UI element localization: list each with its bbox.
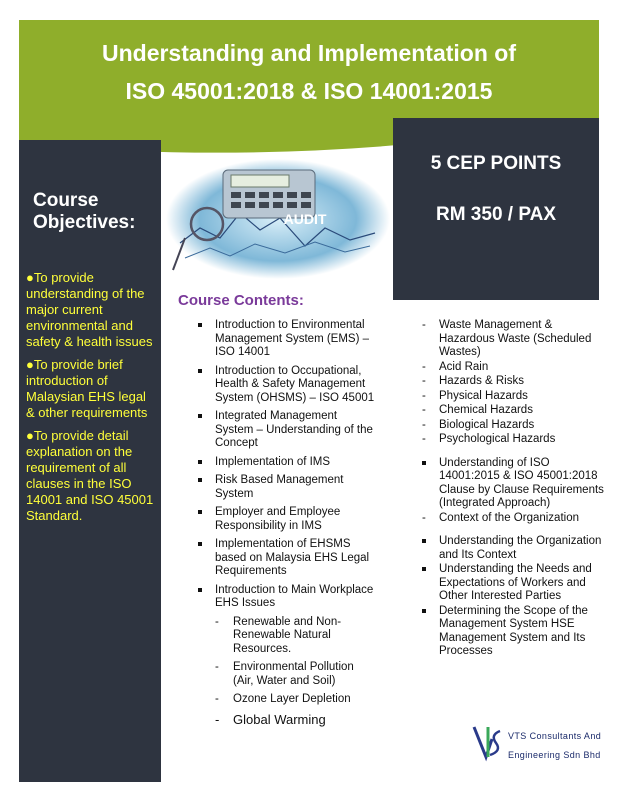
content-item: Understanding the Organization and Its Context bbox=[420, 535, 604, 562]
title-line-2: ISO 45001:2018 & ISO 14001:2015 bbox=[125, 78, 493, 104]
price: RM 350 / PAX bbox=[435, 204, 557, 225]
objectives-heading bbox=[33, 190, 135, 234]
content-subitem: - Chemical Hazards bbox=[420, 404, 604, 418]
objective-item: ●To provide detail explanation on the requirement of all clauses in the ISO 14001 and ISO 45001 Standard. bbox=[26, 428, 154, 523]
content-subitem: - Hazards & Risks bbox=[420, 375, 604, 389]
calculator-chart-photo bbox=[165, 158, 391, 280]
content-subitem: - Physical Hazards bbox=[420, 390, 604, 404]
content-item: Employer and Employee Responsibility in IMS bbox=[196, 506, 376, 533]
objectives-list bbox=[26, 270, 154, 531]
content-subitem: - Global Warming bbox=[196, 712, 376, 727]
content-item: Implementation of EHSMS based on Malaysia EHS Legal Requirements bbox=[196, 538, 376, 579]
title-line-1: Understanding and Implementation of bbox=[101, 40, 516, 66]
page-title bbox=[19, 34, 599, 110]
content-item: Implementation of IMS bbox=[196, 456, 376, 470]
content-item: Determining the Scope of the Management System HSE Management System and Its Processes bbox=[420, 605, 604, 659]
content-item: Understanding the Needs and Expectations of Workers and Other Interested Parties bbox=[420, 563, 604, 604]
content-subitem: - Renewable and Non-Renewable Natural Resources. bbox=[196, 616, 376, 657]
vts-logo-icon bbox=[472, 723, 502, 763]
company-name bbox=[508, 727, 601, 765]
objectives-heading-line-1: Course bbox=[33, 190, 99, 211]
content-subitem: - Acid Rain bbox=[420, 361, 604, 375]
company-name-line-2: Engineering Sdn Bhd bbox=[508, 750, 601, 760]
content-subitem: - Environmental Pollution (Air, Water and Soil) bbox=[196, 661, 376, 688]
content-subitem: - Context of the Organization bbox=[420, 512, 604, 526]
objective-item: ●To provide understanding of the major current environmental and safety & health issues bbox=[26, 270, 153, 349]
cep-points: 5 CEP POINTS bbox=[430, 153, 562, 174]
objective-item: ●To provide brief introduction of Malaysian EHS legal & other requirements bbox=[26, 357, 148, 420]
contents-column-2 bbox=[420, 319, 604, 660]
company-name-line-1: VTS Consultants And bbox=[508, 731, 602, 741]
course-contents-heading: Course Contents: bbox=[178, 292, 304, 309]
content-subitem: - Waste Management & Hazardous Waste (Scheduled Wastes) bbox=[420, 319, 604, 360]
content-item: Introduction to Main Workplace EHS Issues bbox=[196, 584, 376, 611]
content-subitem: - Biological Hazards bbox=[420, 419, 604, 433]
content-item: Integrated Management System – Understanding of the Concept bbox=[196, 410, 376, 451]
content-item: Introduction to Occupational, Health & Safety Management System (OHSMS) – ISO 45001 bbox=[196, 365, 376, 406]
contents-column-1 bbox=[196, 319, 376, 732]
content-subitem: - Psychological Hazards bbox=[420, 433, 604, 447]
audit-label: AUDIT bbox=[283, 211, 327, 227]
content-subitem: - Ozone Layer Depletion bbox=[196, 693, 376, 707]
objectives-heading-line-2: Objectives: bbox=[33, 212, 136, 233]
content-item: Introduction to Environmental Management System (EMS) – ISO 14001 bbox=[196, 319, 376, 360]
content-item: Understanding of ISO 14001:2015 & ISO 45001:2018 Clause by Clause Requirements (Integrated Approach) bbox=[420, 457, 604, 511]
content-item: Risk Based Management System bbox=[196, 474, 376, 501]
